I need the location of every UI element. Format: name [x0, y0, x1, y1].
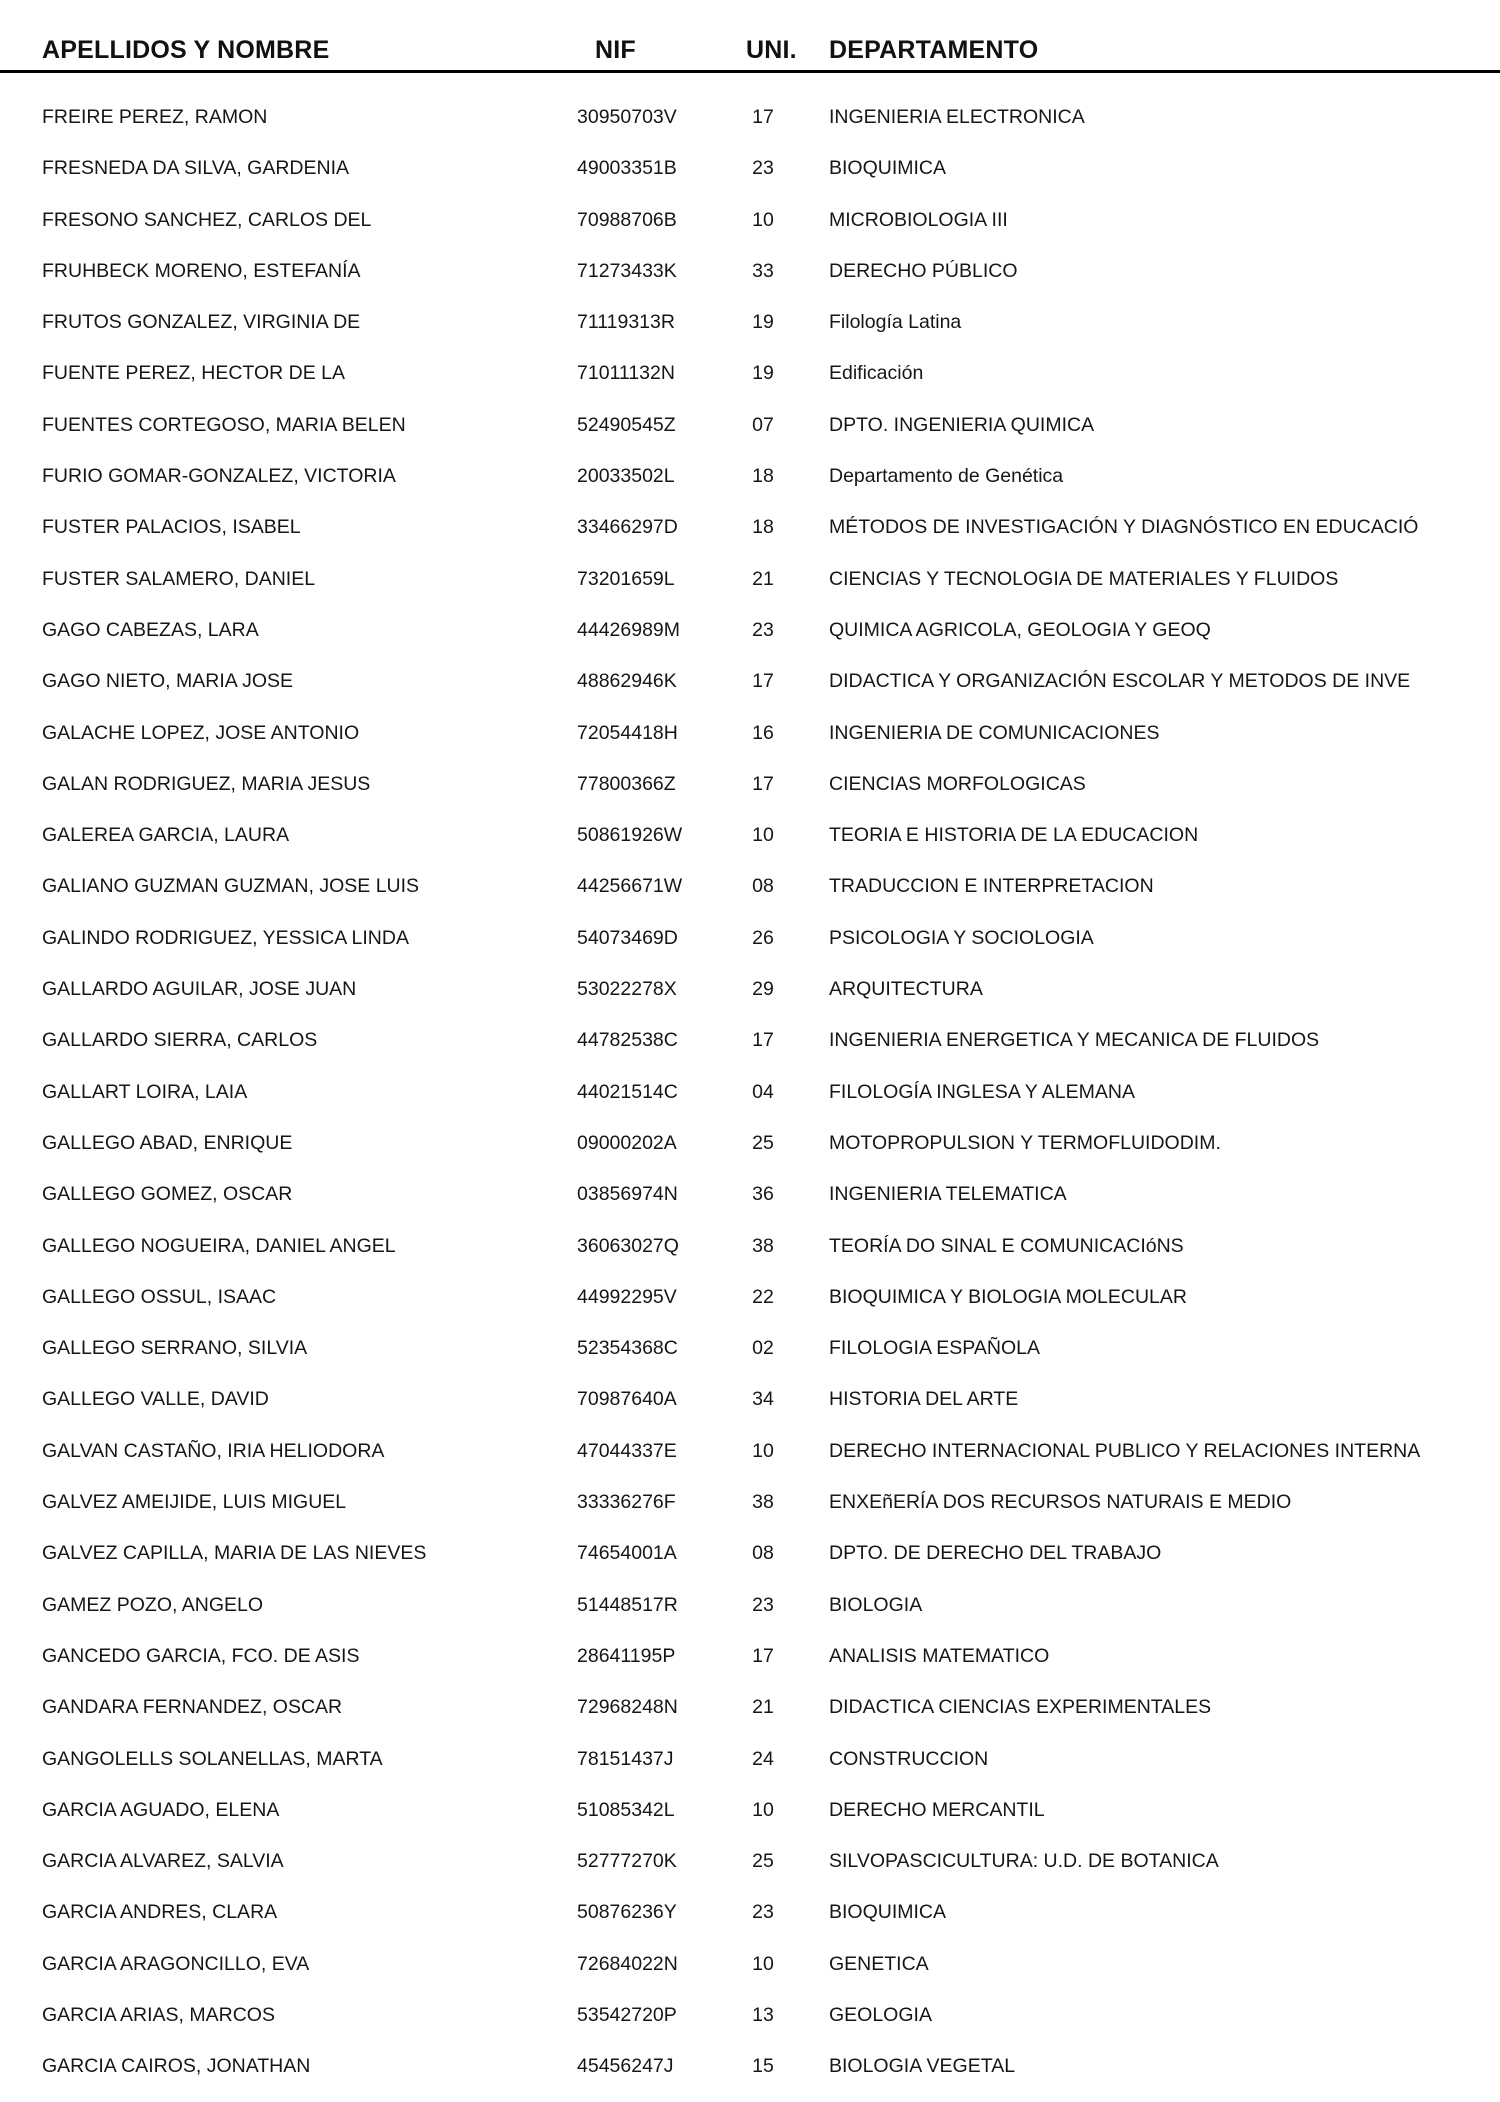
table-row	[0, 1941, 1500, 1992]
row-department: TRADUCCION E INTERPRETACION	[829, 875, 1154, 898]
header-uni: UNI.	[746, 36, 797, 64]
row-name: GALLEGO NOGUEIRA, DANIEL ANGEL	[42, 1234, 396, 1257]
row-nif: 72684022N	[577, 1952, 678, 1975]
row-department: Edificación	[829, 362, 924, 385]
row-nif: 71273433K	[577, 259, 677, 282]
row-nif: 72968248N	[577, 1696, 678, 1719]
row-uni: 18	[752, 516, 774, 539]
row-department: GENETICA	[829, 1952, 929, 1975]
row-nif: 44256671W	[577, 875, 683, 898]
row-department: CIENCIAS Y TECNOLOGIA DE MATERIALES Y FLUIDOS	[829, 567, 1339, 590]
row-nif: 53022278X	[577, 978, 677, 1001]
row-uni: 23	[752, 1593, 774, 1616]
row-uni: 10	[752, 1952, 774, 1975]
row-department: INGENIERIA ENERGETICA Y MECANICA DE FLUIDOS	[829, 1029, 1320, 1052]
row-name: FRESNEDA DA SILVA, GARDENIA	[42, 157, 350, 180]
table-row	[0, 350, 1500, 401]
table-row	[0, 2043, 1500, 2094]
table-row	[0, 1889, 1500, 1940]
row-nif: 70988706B	[577, 208, 677, 231]
row-nif: 51448517R	[577, 1593, 678, 1616]
row-nif: 45456247J	[577, 2055, 674, 2078]
row-uni: 21	[752, 1696, 774, 1719]
table-row	[0, 966, 1500, 1017]
table-row	[0, 812, 1500, 863]
row-nif: 51085342L	[577, 1798, 675, 1821]
row-name: FREIRE PEREZ, RAMON	[42, 106, 268, 128]
row-uni: 16	[752, 721, 774, 744]
row-department: Departamento de Genética	[829, 465, 1064, 488]
row-uni: 19	[752, 362, 774, 385]
row-nif: 71119313R	[577, 311, 675, 334]
row-name: GALIANO GUZMAN GUZMAN, JOSE LUIS	[42, 875, 420, 898]
table-row	[0, 1428, 1500, 1479]
row-nif: 49003351B	[577, 157, 677, 180]
table-row	[0, 1736, 1500, 1787]
row-department: BIOQUIMICA Y BIOLOGIA MOLECULAR	[829, 1285, 1187, 1308]
row-department: FILOLOGÍA INGLESA Y ALEMANA	[829, 1080, 1136, 1103]
table-row	[0, 1684, 1500, 1735]
table-row	[0, 1274, 1500, 1325]
row-nif: 50876236Y	[577, 1901, 677, 1924]
row-name: GALVAN CASTAÑO, IRIA HELIODORA	[42, 1439, 385, 1462]
row-name: GARCIA CAIROS, JONATHAN	[42, 2055, 311, 2078]
row-department: BIOQUIMICA	[829, 1901, 947, 1924]
row-name: GAMEZ POZO, ANGELO	[42, 1593, 264, 1616]
row-department: DPTO. DE DERECHO DEL TRABAJO	[829, 1542, 1162, 1565]
row-uni: 13	[752, 2003, 774, 2026]
row-uni: 08	[752, 875, 774, 898]
row-nif: 70987640A	[577, 1388, 677, 1411]
row-uni: 18	[752, 465, 774, 488]
row-department: MOTOPROPULSION Y TERMOFLUIDODIM.	[829, 1131, 1221, 1154]
row-uni: 22	[752, 1285, 774, 1308]
row-department: DIDACTICA CIENCIAS EXPERIMENTALES	[829, 1696, 1212, 1719]
row-name: GARCIA ALVAREZ, SALVIA	[42, 1850, 284, 1873]
row-department: BIOLOGIA VEGETAL	[829, 2055, 1016, 2078]
row-name: GALACHE LOPEZ, JOSE ANTONIO	[42, 721, 360, 744]
table-row	[0, 556, 1500, 607]
row-uni: 19	[752, 311, 774, 334]
row-uni: 10	[752, 1439, 774, 1462]
table-row	[0, 1171, 1500, 1222]
row-department: DIDACTICA Y ORGANIZACIÓN ESCOLAR Y METODOS DE INVE	[829, 670, 1411, 693]
table-row	[0, 402, 1500, 453]
row-uni: 23	[752, 1901, 774, 1924]
row-name: GALLEGO GOMEZ, OSCAR	[42, 1183, 293, 1206]
row-uni: 25	[752, 1131, 774, 1154]
row-name: GAGO NIETO, MARIA JOSE	[42, 670, 294, 693]
row-department: GEOLOGIA	[829, 2003, 932, 2026]
table-row	[0, 710, 1500, 761]
table-row	[0, 658, 1500, 709]
row-uni: 08	[752, 1542, 774, 1565]
table-row	[0, 761, 1500, 812]
row-nif: 20033502L	[577, 465, 675, 488]
row-nif: 44782538C	[577, 1029, 678, 1052]
row-uni: 02	[752, 1337, 774, 1360]
row-department: CONSTRUCCION	[829, 1747, 989, 1770]
row-department: HISTORIA DEL ARTE	[829, 1388, 1019, 1411]
row-nif: 48862946K	[577, 670, 677, 693]
row-department: MÉTODOS DE INVESTIGACIÓN Y DIAGNÓSTICO EN EDUCACIÓ	[829, 516, 1419, 539]
row-uni: 23	[752, 157, 774, 180]
row-department: DPTO. INGENIERIA QUIMICA	[829, 413, 1095, 436]
row-nif: 33336276F	[577, 1491, 676, 1514]
row-department: INGENIERIA DE COMUNICACIONES	[829, 721, 1160, 744]
row-nif: 28641195P	[577, 1644, 676, 1667]
row-department: Filología Latina	[829, 311, 962, 334]
row-department: DERECHO INTERNACIONAL PUBLICO Y RELACIONES INTERNA	[829, 1439, 1421, 1462]
table-header	[0, 30, 1500, 70]
row-uni: 26	[752, 926, 774, 949]
row-name: FUENTES CORTEGOSO, MARIA BELEN	[42, 413, 406, 436]
row-nif: 74654001A	[577, 1542, 677, 1565]
table-row	[0, 1992, 1500, 2043]
row-department: ENXEñERÍA DOS RECURSOS NATURAIS E MEDIO	[829, 1491, 1292, 1514]
table-row	[0, 915, 1500, 966]
row-name: GALINDO RODRIGUEZ, YESSICA LINDA	[42, 926, 409, 949]
table-row	[0, 299, 1500, 350]
row-nif: 71011132N	[577, 362, 675, 385]
table-row	[0, 1582, 1500, 1633]
row-uni: 29	[752, 978, 774, 1001]
table-row	[0, 1787, 1500, 1838]
row-name: FRUTOS GONZALEZ, VIRGINIA DE	[42, 311, 361, 334]
table-row	[0, 1479, 1500, 1530]
table-row	[0, 1120, 1500, 1171]
row-uni: 38	[752, 1491, 774, 1514]
row-department: ANALISIS MATEMATICO	[829, 1644, 1050, 1667]
row-department: BIOLOGIA	[829, 1593, 923, 1616]
row-department: QUIMICA AGRICOLA, GEOLOGIA Y GEOQ	[829, 618, 1211, 641]
row-uni: 17	[752, 1644, 774, 1667]
row-nif: 03856974N	[577, 1183, 678, 1206]
table-row	[0, 248, 1500, 299]
row-nif: 78151437J	[577, 1747, 674, 1770]
row-nif: 52777270K	[577, 1850, 677, 1873]
table-row	[0, 1838, 1500, 1889]
row-name: GARCIA AGUADO, ELENA	[42, 1798, 280, 1821]
row-department: BIOQUIMICA	[829, 157, 947, 180]
row-uni: 38	[752, 1234, 774, 1257]
row-nif: 33466297D	[577, 516, 678, 539]
row-nif: 53542720P	[577, 2003, 677, 2026]
row-uni: 07	[752, 413, 774, 436]
table-body	[0, 94, 1500, 2095]
row-name: GARCIA ARIAS, MARCOS	[42, 2003, 275, 2026]
row-nif: 36063027Q	[577, 1234, 679, 1257]
row-uni: 17	[752, 772, 774, 795]
row-uni: 34	[752, 1388, 774, 1411]
table-row	[0, 94, 1500, 145]
table-row	[0, 1069, 1500, 1120]
row-department: SILVOPASCICULTURA: U.D. DE BOTANICA	[829, 1850, 1219, 1873]
table-row	[0, 453, 1500, 504]
row-name: GANDARA FERNANDEZ, OSCAR	[42, 1696, 343, 1719]
row-name: FUENTE PEREZ, HECTOR DE LA	[42, 362, 346, 385]
row-department: CIENCIAS MORFOLOGICAS	[829, 772, 1086, 795]
row-uni: 25	[752, 1850, 774, 1873]
row-name: GALEREA GARCIA, LAURA	[42, 824, 290, 847]
row-name: GANCEDO GARCIA, FCO. DE ASIS	[42, 1644, 360, 1667]
row-nif: 52354368C	[577, 1337, 678, 1360]
row-department: TEORÍA DO SINAL E COMUNICACIóNS	[829, 1234, 1184, 1257]
table-row	[0, 197, 1500, 248]
row-name: GARCIA ANDRES, CLARA	[42, 1901, 278, 1924]
row-department: PSICOLOGIA Y SOCIOLOGIA	[829, 926, 1094, 949]
row-nif: 72054418H	[577, 721, 678, 744]
table-row	[0, 504, 1500, 555]
row-name: GALLARDO SIERRA, CARLOS	[42, 1029, 318, 1052]
row-uni: 17	[752, 670, 774, 693]
row-nif: 44992295V	[577, 1285, 677, 1308]
row-department: DERECHO PÚBLICO	[829, 259, 1018, 282]
row-name: GARCIA ARAGONCILLO, EVA	[42, 1952, 310, 1975]
row-nif: 77800366Z	[577, 772, 676, 795]
row-uni: 10	[752, 824, 774, 847]
row-department: MICROBIOLOGIA III	[829, 208, 1008, 231]
row-name: GALLEGO VALLE, DAVID	[42, 1388, 269, 1411]
row-name: GALLEGO OSSUL, ISAAC	[42, 1285, 277, 1308]
row-department: INGENIERIA ELECTRONICA	[829, 106, 1085, 128]
table-row	[0, 1325, 1500, 1376]
row-name: GALLART LOIRA, LAIA	[42, 1080, 248, 1103]
row-uni: 04	[752, 1080, 774, 1103]
row-name: GALLEGO ABAD, ENRIQUE	[42, 1131, 293, 1154]
row-name: GALAN RODRIGUEZ, MARIA JESUS	[42, 772, 371, 795]
row-uni: 33	[752, 259, 774, 282]
row-nif: 44021514C	[577, 1080, 678, 1103]
row-department: ARQUITECTURA	[829, 978, 983, 1001]
table-row	[0, 1376, 1500, 1427]
table-row	[0, 1530, 1500, 1581]
row-name: FURIO GOMAR-GONZALEZ, VICTORIA	[42, 465, 396, 488]
row-uni: 24	[752, 1747, 774, 1770]
table-row	[0, 1223, 1500, 1274]
row-nif: 47044337E	[577, 1439, 677, 1462]
table-row	[0, 607, 1500, 658]
row-nif: 30950703V	[577, 106, 677, 128]
row-name: GALVEZ CAPILLA, MARIA DE LAS NIEVES	[42, 1542, 427, 1565]
row-name: FRESONO SANCHEZ, CARLOS DEL	[42, 208, 372, 231]
row-uni: 21	[752, 567, 774, 590]
row-department: FILOLOGIA ESPAÑOLA	[829, 1337, 1040, 1360]
row-nif: 73201659L	[577, 567, 675, 590]
row-nif: 44426989M	[577, 618, 681, 641]
row-name: GALLEGO SERRANO, SILVIA	[42, 1337, 308, 1360]
header-department: DEPARTAMENTO	[829, 36, 1039, 64]
row-name: FRUHBECK MORENO, ESTEFANÍA	[42, 259, 361, 282]
row-department: INGENIERIA TELEMATICA	[829, 1183, 1067, 1206]
row-name: FUSTER SALAMERO, DANIEL	[42, 567, 316, 590]
row-uni: 10	[752, 1798, 774, 1821]
row-uni: 17	[752, 1029, 774, 1052]
row-name: GANGOLELLS SOLANELLAS, MARTA	[42, 1747, 383, 1770]
row-name: GAGO CABEZAS, LARA	[42, 618, 259, 641]
table-row	[0, 1017, 1500, 1068]
row-name: GALLARDO AGUILAR, JOSE JUAN	[42, 978, 357, 1001]
header-divider	[0, 70, 1500, 73]
row-uni: 36	[752, 1183, 774, 1206]
header-nif: NIF	[595, 36, 636, 64]
row-nif: 54073469D	[577, 926, 678, 949]
row-nif: 52490545Z	[577, 413, 676, 436]
row-department: DERECHO MERCANTIL	[829, 1798, 1045, 1821]
row-uni: 10	[752, 208, 774, 231]
row-name: GALVEZ AMEIJIDE, LUIS MIGUEL	[42, 1491, 347, 1514]
header-name: APELLIDOS Y NOMBRE	[42, 36, 330, 64]
row-uni: 15	[752, 2055, 774, 2078]
row-name: FUSTER PALACIOS, ISABEL	[42, 516, 301, 539]
table-row	[0, 145, 1500, 196]
table-row	[0, 863, 1500, 914]
table-row	[0, 1633, 1500, 1684]
row-uni: 23	[752, 618, 774, 641]
row-uni: 17	[752, 106, 774, 128]
row-department: TEORIA E HISTORIA DE LA EDUCACION	[829, 824, 1199, 847]
row-nif: 50861926W	[577, 824, 683, 847]
row-nif: 09000202A	[577, 1131, 677, 1154]
